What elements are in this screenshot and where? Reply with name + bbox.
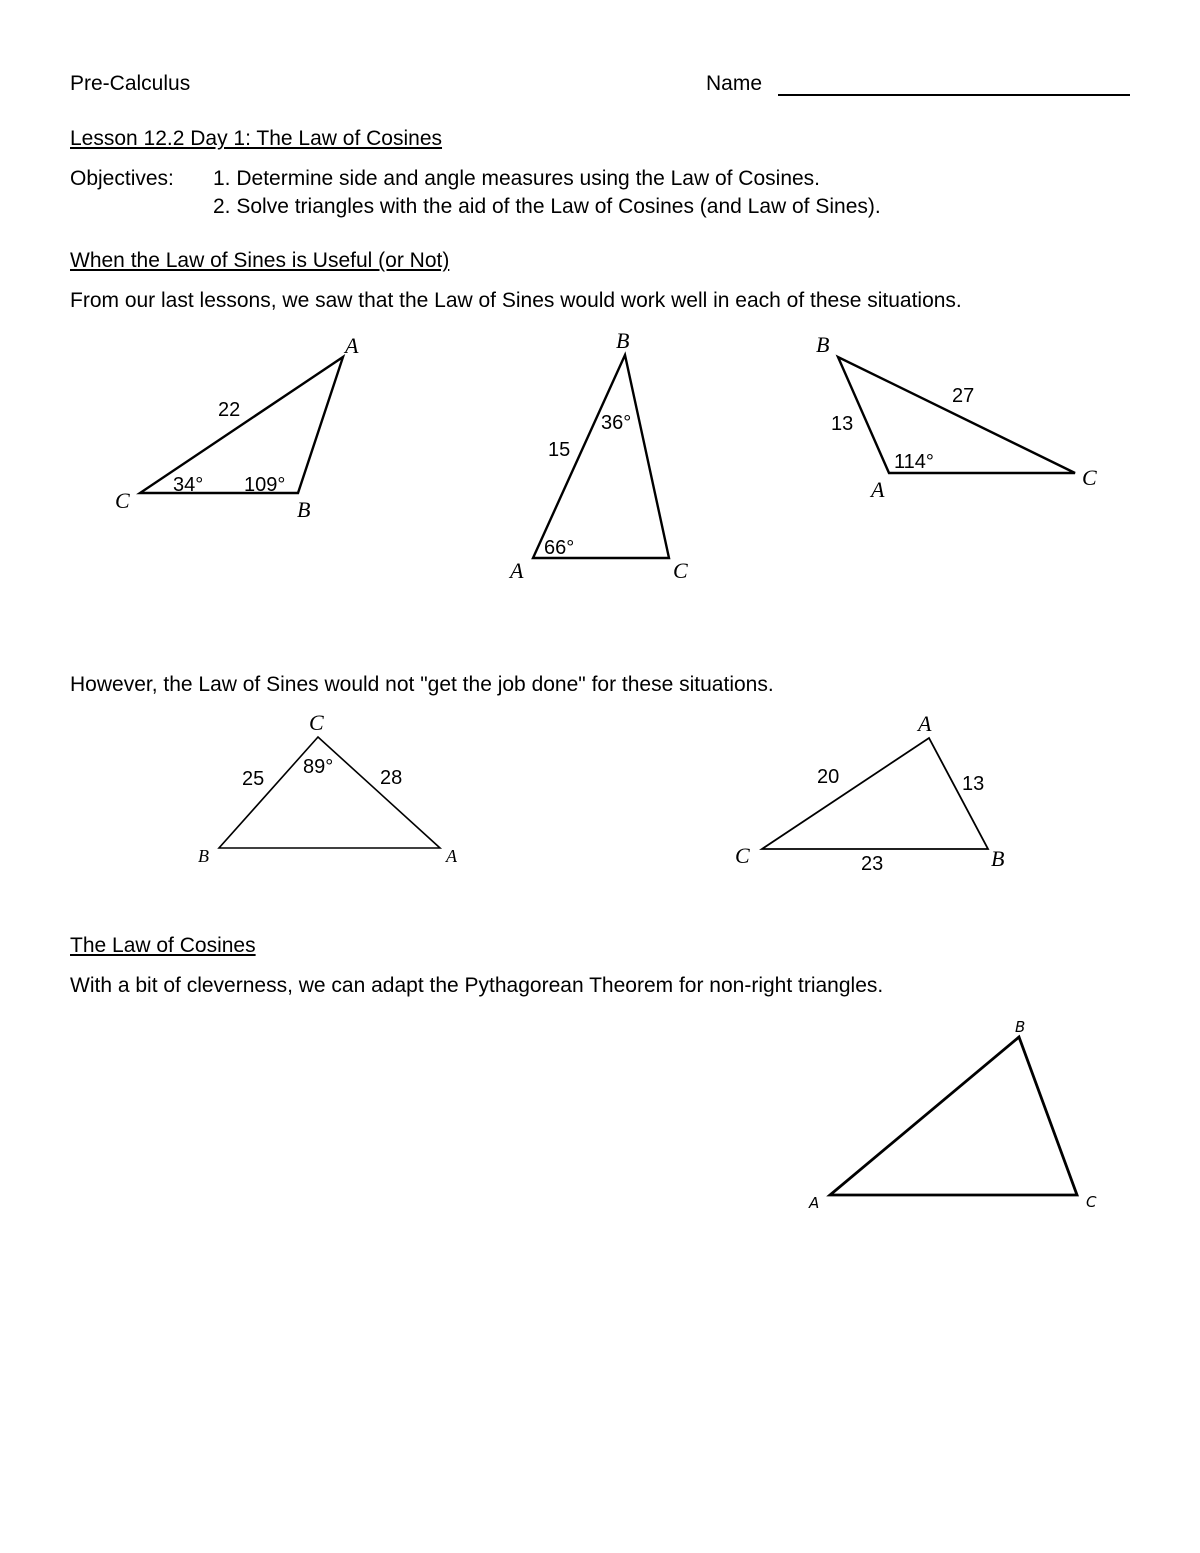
triangle-1-vertex-c: C [115, 488, 130, 513]
triangle-4-vertex-a: A [446, 846, 457, 866]
triangle-6-vertex-c: C [1086, 1193, 1097, 1211]
triangle-5-vertex-a: A [918, 711, 932, 736]
triangle-2-angle-a: 66° [544, 537, 575, 559]
triangle-1-angle-c: 34° [173, 474, 204, 496]
triangle-5-vertex-b: B [991, 846, 1005, 871]
triangle-3-angle-a: 114° [894, 451, 934, 473]
triangle-1 [115, 333, 359, 522]
triangle-2-vertex-b: B [616, 328, 630, 353]
triangle-2-vertex-a: A [510, 558, 524, 583]
section-intro-law-of-sines: From our last lessons, we saw that the Law of Sines would work well in each of these situations. [70, 289, 962, 312]
triangle-4-outline [219, 737, 440, 848]
triangle-2-side-ab: 15 [548, 439, 571, 461]
however-statement: However, the Law of Sines would not "get the job done" for these situations. [70, 673, 774, 696]
name-label: Name [706, 72, 763, 95]
triangle-1-angle-b: 109° [244, 474, 286, 496]
triangle-3-side-ba: 13 [831, 413, 854, 435]
triangle-3-outline [838, 357, 1075, 473]
triangle-2-outline [533, 355, 669, 558]
triangle-5-vertex-c: C [735, 843, 750, 868]
name-blank-line[interactable] [778, 94, 1130, 96]
triangle-6 [808, 1018, 1097, 1212]
triangle-1-vertex-a: A [345, 333, 359, 358]
triangle-4-angle-c: 89° [303, 756, 334, 778]
triangle-5-outline [762, 738, 988, 849]
triangle-4-side-bc: 25 [242, 768, 265, 790]
triangle-5-side-ab: 13 [962, 773, 985, 795]
triangle-3-side-bc: 27 [952, 385, 975, 407]
triangle-4-vertex-b: B [198, 846, 209, 866]
triangle-2-vertex-c: C [673, 558, 688, 583]
triangle-4-vertex-c: C [309, 710, 324, 735]
triangle-5-side-cb: 23 [861, 853, 884, 875]
triangle-3 [816, 332, 1097, 502]
triangle-6-vertex-b: B [1015, 1018, 1026, 1036]
triangle-6-vertex-a: A [809, 1194, 820, 1212]
triangle-6-outline [830, 1037, 1077, 1195]
triangle-1-side-ca: 22 [218, 399, 241, 421]
triangle-1-outline [140, 357, 343, 493]
triangle-2-angle-b: 36° [601, 412, 632, 434]
lesson-title: Lesson 12.2 Day 1: The Law of Cosines [70, 127, 443, 150]
triangle-4-side-ca: 28 [380, 767, 403, 789]
triangle-3-vertex-b: B [816, 332, 830, 357]
triangle-5-side-ca: 20 [817, 766, 840, 788]
triangle-3-vertex-c: C [1082, 465, 1097, 490]
triangle-5 [735, 711, 1004, 875]
section-intro-law-of-cosines: With a bit of cleverness, we can adapt the Pythagorean Theorem for non-right triangles. [70, 974, 884, 997]
objectives-label: Objectives: [70, 167, 174, 190]
triangle-2 [508, 328, 688, 583]
triangle-3-vertex-a: A [871, 477, 885, 502]
objective-item-2: 2. Solve triangles with the aid of the Law of Cosines (and Law of Sines). [213, 195, 881, 218]
section-heading-law-of-sines: When the Law of Sines is Useful (or Not) [70, 249, 450, 272]
triangle-1-vertex-b: B [297, 497, 311, 522]
section-heading-law-of-cosines: The Law of Cosines [70, 934, 256, 957]
triangle-4 [198, 710, 458, 866]
objective-item-1: 1. Determine side and angle measures using the Law of Cosines. [213, 167, 821, 190]
course-title: Pre-Calculus [70, 72, 191, 95]
